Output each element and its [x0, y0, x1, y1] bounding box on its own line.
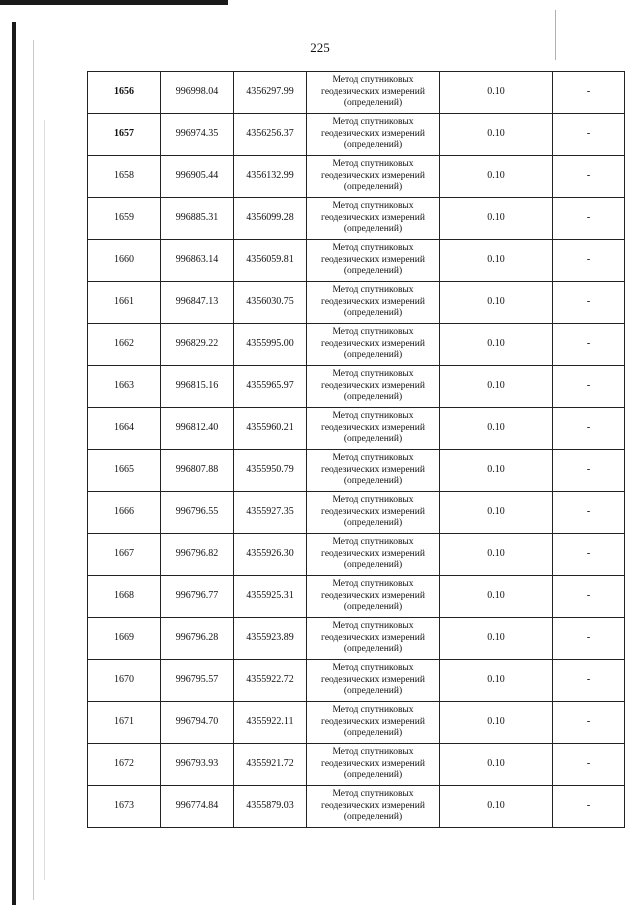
- y-coordinate-cell: 4355927.35: [234, 492, 307, 534]
- method-text-line: геодезических измерений: [321, 548, 425, 559]
- x-coordinate-cell: 996885.31: [161, 198, 234, 240]
- accuracy-cell: 0.10: [440, 660, 553, 702]
- y-coordinate-cell: 4355950.79: [234, 450, 307, 492]
- extra-cell: -: [553, 156, 625, 198]
- point-number-cell: 1672: [88, 744, 161, 786]
- x-coordinate-cell: 996847.13: [161, 282, 234, 324]
- y-coordinate-cell: 4355922.72: [234, 660, 307, 702]
- accuracy-cell: 0.10: [440, 114, 553, 156]
- extra-cell: -: [553, 618, 625, 660]
- table-row: [88, 324, 625, 366]
- point-number-cell: 1667: [88, 534, 161, 576]
- y-coordinate-cell: 4356059.81: [234, 240, 307, 282]
- point-number-cell: 1666: [88, 492, 161, 534]
- method-text-line: Метод спутниковых: [332, 242, 414, 253]
- method-text-line: геодезических измерений: [321, 170, 425, 181]
- accuracy-cell: 0.10: [440, 786, 553, 828]
- table-row: [88, 534, 625, 576]
- method-text-line: (определений): [343, 728, 403, 739]
- scan-edge-mark: [0, 0, 228, 5]
- method-text-line: (определений): [343, 350, 403, 361]
- x-coordinate-cell: 996774.84: [161, 786, 234, 828]
- accuracy-cell: 0.10: [440, 492, 553, 534]
- point-number-cell: 1660: [88, 240, 161, 282]
- method-text-line: геодезических измерений: [321, 296, 425, 307]
- method-text-line: (определений): [343, 224, 403, 235]
- method-text-line: Метод спутниковых: [332, 662, 414, 673]
- method-text-line: геодезических измерений: [321, 380, 425, 391]
- method-text-line: геодезических измерений: [321, 758, 425, 769]
- y-coordinate-cell: 4355965.97: [234, 366, 307, 408]
- method-cell: [307, 618, 440, 660]
- method-text-line: Метод спутниковых: [332, 410, 414, 421]
- point-number-cell: 1669: [88, 618, 161, 660]
- table-row: [88, 618, 625, 660]
- y-coordinate-cell: 4356256.37: [234, 114, 307, 156]
- table-row: [88, 240, 625, 282]
- method-text-line: (определений): [343, 182, 403, 193]
- x-coordinate-cell: 996905.44: [161, 156, 234, 198]
- method-text-line: геодезических измерений: [321, 212, 425, 223]
- page-number: 225: [310, 40, 330, 55]
- method-text-line: (определений): [343, 392, 403, 403]
- y-coordinate-cell: 4355923.89: [234, 618, 307, 660]
- table-row: [88, 786, 625, 828]
- extra-cell: -: [553, 408, 625, 450]
- method-text-line: (определений): [343, 644, 403, 655]
- y-coordinate-cell: 4356099.28: [234, 198, 307, 240]
- extra-cell: -: [553, 702, 625, 744]
- method-text-line: (определений): [343, 686, 403, 697]
- y-coordinate-cell: 4355960.21: [234, 408, 307, 450]
- method-text-line: Метод спутниковых: [332, 578, 414, 589]
- method-text-line: геодезических измерений: [321, 464, 425, 475]
- extra-cell: -: [553, 240, 625, 282]
- method-cell: [307, 450, 440, 492]
- method-text-line: геодезических измерений: [321, 590, 425, 601]
- accuracy-cell: 0.10: [440, 240, 553, 282]
- x-coordinate-cell: 996796.82: [161, 534, 234, 576]
- point-number-cell: 1662: [88, 324, 161, 366]
- method-text-line: Метод спутниковых: [332, 746, 414, 757]
- accuracy-cell: 0.10: [440, 450, 553, 492]
- method-text-line: (определений): [343, 560, 403, 571]
- table-row: [88, 576, 625, 618]
- table-row: [88, 702, 625, 744]
- y-coordinate-cell: 4355926.30: [234, 534, 307, 576]
- table-row: [88, 366, 625, 408]
- x-coordinate-cell: 996863.14: [161, 240, 234, 282]
- accuracy-cell: 0.10: [440, 366, 553, 408]
- method-text-line: геодезических измерений: [321, 674, 425, 685]
- extra-cell: -: [553, 198, 625, 240]
- scan-binding-edge: [12, 22, 16, 905]
- method-cell: [307, 408, 440, 450]
- method-text-line: геодезических измерений: [321, 800, 425, 811]
- method-cell: [307, 534, 440, 576]
- method-text-line: (определений): [343, 812, 403, 823]
- method-text-line: (определений): [343, 434, 403, 445]
- y-coordinate-cell: 4355995.00: [234, 324, 307, 366]
- accuracy-cell: 0.10: [440, 618, 553, 660]
- table-row: [88, 114, 625, 156]
- method-text-line: геодезических измерений: [321, 128, 425, 139]
- accuracy-cell: 0.10: [440, 282, 553, 324]
- scan-margin-line: [33, 40, 34, 900]
- method-cell: [307, 114, 440, 156]
- point-number-cell: 1657: [88, 114, 161, 156]
- point-number-cell: 1664: [88, 408, 161, 450]
- point-number-cell: 1656: [88, 72, 161, 114]
- point-number-cell: 1671: [88, 702, 161, 744]
- x-coordinate-cell: 996815.16: [161, 366, 234, 408]
- method-cell: [307, 786, 440, 828]
- extra-cell: -: [553, 744, 625, 786]
- method-text-line: геодезических измерений: [321, 422, 425, 433]
- x-coordinate-cell: 996812.40: [161, 408, 234, 450]
- point-number-cell: 1673: [88, 786, 161, 828]
- accuracy-cell: 0.10: [440, 324, 553, 366]
- method-cell: [307, 240, 440, 282]
- method-text-line: Метод спутниковых: [332, 200, 414, 211]
- point-number-cell: 1659: [88, 198, 161, 240]
- table-row: [88, 408, 625, 450]
- x-coordinate-cell: 996796.28: [161, 618, 234, 660]
- point-number-cell: 1661: [88, 282, 161, 324]
- method-text-line: Метод спутниковых: [332, 74, 414, 85]
- x-coordinate-cell: 996796.77: [161, 576, 234, 618]
- method-text-line: (определений): [343, 140, 403, 151]
- method-text-line: (определений): [343, 98, 403, 109]
- y-coordinate-cell: 4355879.03: [234, 786, 307, 828]
- accuracy-cell: 0.10: [440, 72, 553, 114]
- extra-cell: -: [553, 366, 625, 408]
- method-text-line: (определений): [343, 476, 403, 487]
- y-coordinate-cell: 4355925.31: [234, 576, 307, 618]
- method-cell: [307, 198, 440, 240]
- method-text-line: Метод спутниковых: [332, 368, 414, 379]
- method-cell: [307, 744, 440, 786]
- extra-cell: -: [553, 534, 625, 576]
- point-number-cell: 1668: [88, 576, 161, 618]
- method-text-line: (определений): [343, 518, 403, 529]
- method-text-line: геодезических измерений: [321, 716, 425, 727]
- point-number-cell: 1663: [88, 366, 161, 408]
- x-coordinate-cell: 996807.88: [161, 450, 234, 492]
- method-text-line: Метод спутниковых: [332, 158, 414, 169]
- x-coordinate-cell: 996974.35: [161, 114, 234, 156]
- extra-cell: -: [553, 450, 625, 492]
- y-coordinate-cell: 4355922.11: [234, 702, 307, 744]
- point-number-cell: 1665: [88, 450, 161, 492]
- extra-cell: -: [553, 324, 625, 366]
- scan-margin-line: [44, 120, 45, 880]
- extra-cell: -: [553, 786, 625, 828]
- x-coordinate-cell: 996829.22: [161, 324, 234, 366]
- y-coordinate-cell: 4356030.75: [234, 282, 307, 324]
- extra-cell: -: [553, 114, 625, 156]
- method-cell: [307, 366, 440, 408]
- coordinates-table-body: [88, 72, 625, 828]
- accuracy-cell: 0.10: [440, 534, 553, 576]
- method-text-line: геодезических измерений: [321, 254, 425, 265]
- table-row: [88, 198, 625, 240]
- method-cell: [307, 576, 440, 618]
- method-text-line: (определений): [343, 602, 403, 613]
- method-text-line: Метод спутниковых: [332, 620, 414, 631]
- point-number-cell: 1658: [88, 156, 161, 198]
- point-number-cell: 1670: [88, 660, 161, 702]
- x-coordinate-cell: 996998.04: [161, 72, 234, 114]
- accuracy-cell: 0.10: [440, 156, 553, 198]
- coordinates-table: [87, 71, 625, 828]
- method-text-line: Метод спутниковых: [332, 284, 414, 295]
- extra-cell: -: [553, 282, 625, 324]
- method-text-line: Метод спутниковых: [332, 452, 414, 463]
- x-coordinate-cell: 996794.70: [161, 702, 234, 744]
- table-row: [88, 450, 625, 492]
- method-cell: [307, 72, 440, 114]
- table-row: [88, 744, 625, 786]
- accuracy-cell: 0.10: [440, 744, 553, 786]
- accuracy-cell: 0.10: [440, 198, 553, 240]
- x-coordinate-cell: 996795.57: [161, 660, 234, 702]
- extra-cell: -: [553, 576, 625, 618]
- accuracy-cell: 0.10: [440, 408, 553, 450]
- table-row: [88, 156, 625, 198]
- x-coordinate-cell: 996793.93: [161, 744, 234, 786]
- method-cell: [307, 660, 440, 702]
- method-text-line: Метод спутниковых: [332, 788, 414, 799]
- table-row: [88, 282, 625, 324]
- method-text-line: Метод спутниковых: [332, 536, 414, 547]
- y-coordinate-cell: 4356132.99: [234, 156, 307, 198]
- x-coordinate-cell: 996796.55: [161, 492, 234, 534]
- accuracy-cell: 0.10: [440, 576, 553, 618]
- accuracy-cell: 0.10: [440, 702, 553, 744]
- method-text-line: (определений): [343, 308, 403, 319]
- method-text-line: геодезических измерений: [321, 506, 425, 517]
- method-text-line: геодезических измерений: [321, 86, 425, 97]
- method-text-line: Метод спутниковых: [332, 494, 414, 505]
- method-cell: [307, 702, 440, 744]
- y-coordinate-cell: 4356297.99: [234, 72, 307, 114]
- extra-cell: -: [553, 660, 625, 702]
- table-row: [88, 492, 625, 534]
- table-row: [88, 72, 625, 114]
- method-text-line: Метод спутниковых: [332, 326, 414, 337]
- y-coordinate-cell: 4355921.72: [234, 744, 307, 786]
- method-cell: [307, 282, 440, 324]
- method-cell: [307, 156, 440, 198]
- method-cell: [307, 324, 440, 366]
- method-cell: [307, 492, 440, 534]
- extra-cell: -: [553, 492, 625, 534]
- method-text-line: геодезических измерений: [321, 338, 425, 349]
- table-row: [88, 660, 625, 702]
- method-text-line: (определений): [343, 266, 403, 277]
- method-text-line: Метод спутниковых: [332, 116, 414, 127]
- method-text-line: геодезических измерений: [321, 632, 425, 643]
- method-text-line: Метод спутниковых: [332, 704, 414, 715]
- extra-cell: -: [553, 72, 625, 114]
- method-text-line: (определений): [343, 770, 403, 781]
